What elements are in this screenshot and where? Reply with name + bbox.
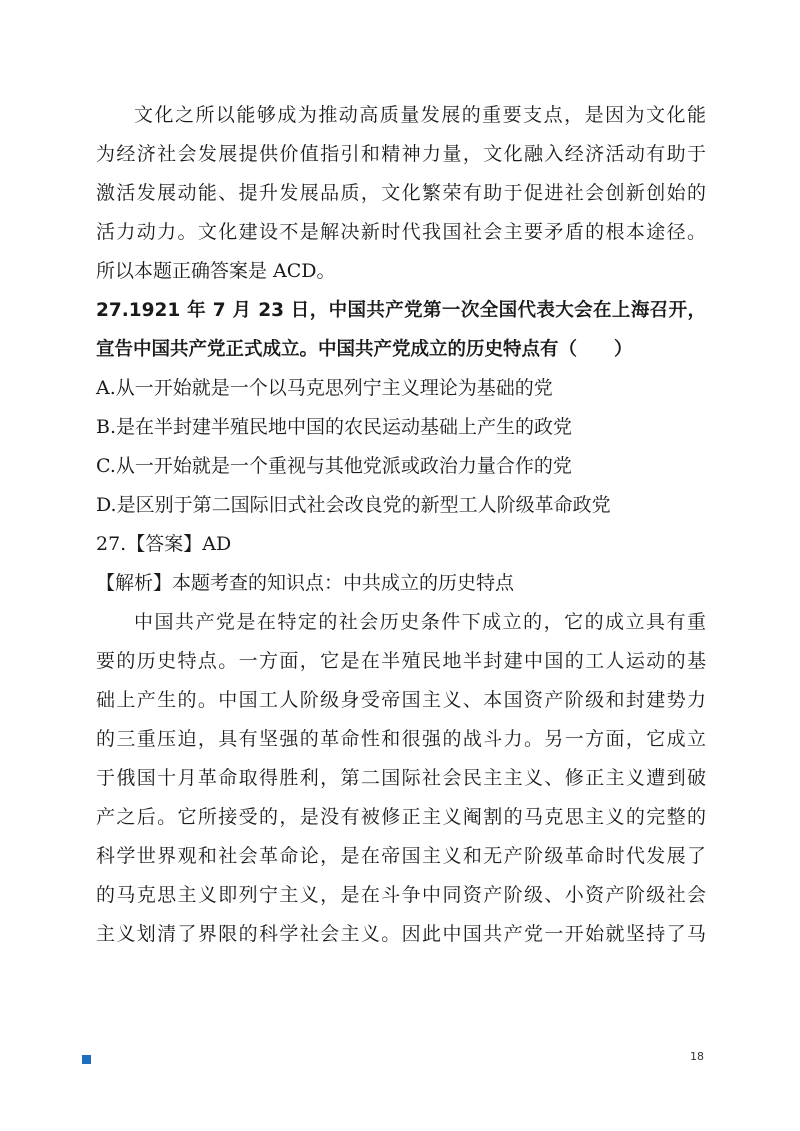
text-line: 激活发展动能、提升发展品质，文化繁荣有助于促进社会创新创始的 xyxy=(96,182,706,204)
option-b: B.是在半封建半殖民地中国的农民运动基础上产生的政党 xyxy=(96,416,573,438)
text-line: 的三重压迫，具有坚强的革命性和很强的战斗力。另一方面，它成立 xyxy=(96,728,706,750)
text-line: 活力动力。文化建设不是解决新时代我国社会主要矛盾的根本途径。 xyxy=(96,221,706,243)
text-line: 于俄国十月革命取得胜利，第二国际社会民主主义、修正主义遭到破 xyxy=(96,767,706,789)
paragraph-explanation xyxy=(96,96,706,291)
document-page xyxy=(96,96,706,954)
text-line: 中国共产党是在特定的社会历史条件下成立的，它的成立具有重 xyxy=(134,611,706,633)
text-line: 主义划清了界限的科学社会主义。因此中国共产党一开始就坚持了马 xyxy=(96,923,706,945)
text-line: 础上产生的。中国工人阶级身受帝国主义、本国资产阶级和封建势力 xyxy=(96,689,706,711)
answer-line: 27.【答案】AD xyxy=(96,533,232,555)
question-27 xyxy=(96,291,706,369)
option-a: A.从一开始就是一个以马克思列宁主义理论为基础的党 xyxy=(96,377,553,399)
question-stem-line: 27.1921 年 7 月 23 日，中国共产党第一次全国代表大会在上海召开， xyxy=(96,300,706,321)
question-options xyxy=(96,369,706,525)
question-stem-line: 宣告中国共产党正式成立。中国共产党成立的历史特点有（ ） xyxy=(96,339,633,360)
footer-square-icon xyxy=(82,1055,91,1064)
paragraph-analysis xyxy=(96,603,706,954)
option-c: C.从一开始就是一个重视与其他党派或政治力量合作的党 xyxy=(96,455,572,477)
option-d: D.是区别于第二国际旧式社会改良党的新型工人阶级革命政党 xyxy=(96,494,611,516)
text-line: 的马克思主义即列宁主义，是在斗争中同资产阶级、小资产阶级社会 xyxy=(96,884,706,906)
text-line: 为经济社会发展提供价值指引和精神力量，文化融入经济活动有助于 xyxy=(96,143,706,165)
text-line: 文化之所以能够成为推动高质量发展的重要支点，是因为文化能 xyxy=(134,104,706,126)
text-line: 产之后。它所接受的，是没有被修正主义阉割的马克思主义的完整的 xyxy=(96,806,706,828)
text-line: 要的历史特点。一方面，它是在半殖民地半封建中国的工人运动的基 xyxy=(96,650,706,672)
text-line: 科学世界观和社会革命论，是在帝国主义和无产阶级革命时代发展了 xyxy=(96,845,706,867)
analysis-title: 【解析】本题考查的知识点：中共成立的历史特点 xyxy=(96,572,515,594)
text-line: 所以本题正确答案是 ACD。 xyxy=(96,260,336,282)
page-number: 18 xyxy=(690,1050,704,1063)
